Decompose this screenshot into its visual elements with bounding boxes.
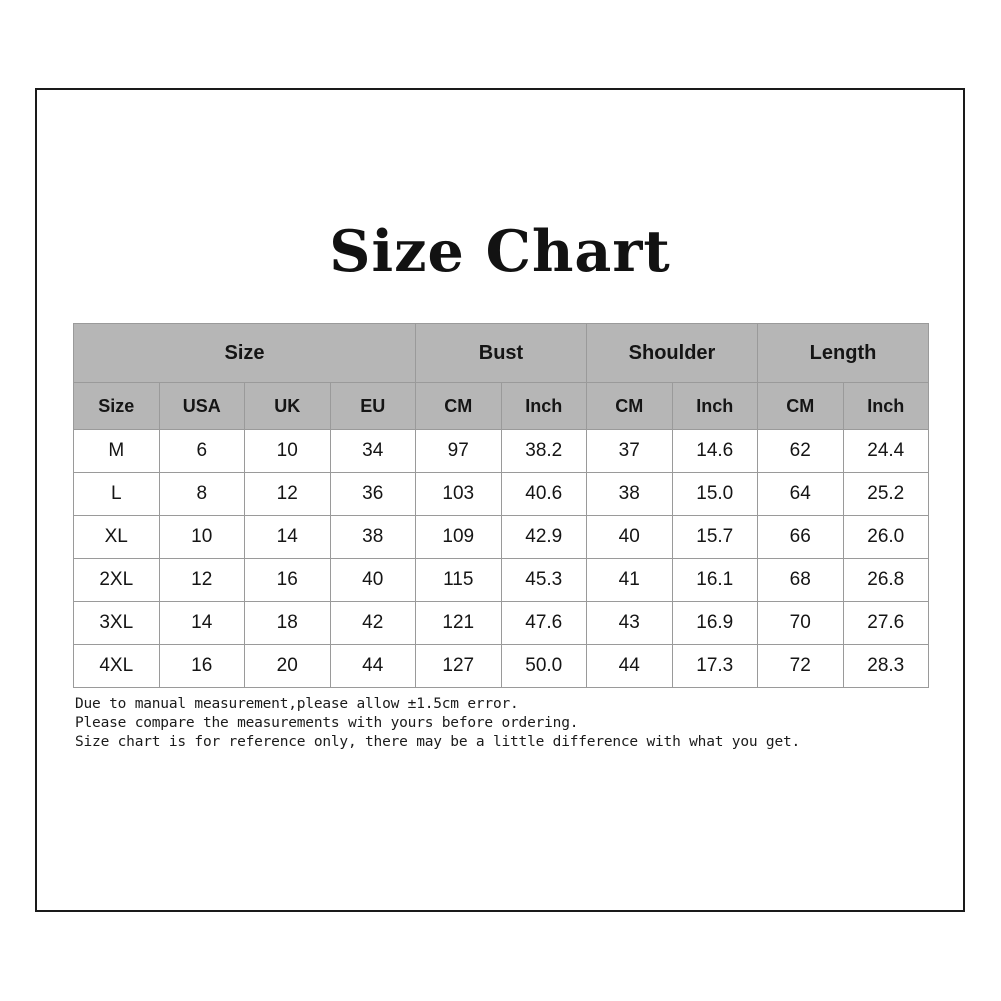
cell-bust-inch: 45.3 (501, 559, 587, 602)
cell-shoulder-inch: 14.6 (672, 430, 758, 473)
cell-size: 3XL (74, 602, 160, 645)
cell-eu: 34 (330, 430, 416, 473)
cell-size: XL (74, 516, 160, 559)
cell-uk: 18 (245, 602, 331, 645)
column-header-shoulder-inch: Inch (672, 383, 758, 430)
column-header-shoulder-cm: CM (587, 383, 673, 430)
cell-eu: 36 (330, 473, 416, 516)
cell-shoulder-cm: 41 (587, 559, 673, 602)
cell-length-cm: 62 (758, 430, 844, 473)
cell-shoulder-inch: 15.7 (672, 516, 758, 559)
note-line-3: Size chart is for reference only, there may be a little difference with what you get. (75, 734, 801, 750)
column-header-length-cm: CM (758, 383, 844, 430)
cell-length-cm: 70 (758, 602, 844, 645)
cell-uk: 20 (245, 645, 331, 688)
table-row (74, 430, 929, 473)
cell-length-inch: 26.0 (843, 516, 929, 559)
page-title: Size Chart (329, 218, 671, 285)
cell-bust-cm: 121 (416, 602, 502, 645)
group-header-shoulder: Shoulder (587, 324, 758, 383)
cell-uk: 16 (245, 559, 331, 602)
table-row (74, 473, 929, 516)
column-header-bust-inch: Inch (501, 383, 587, 430)
cell-shoulder-inch: 15.0 (672, 473, 758, 516)
cell-shoulder-cm: 43 (587, 602, 673, 645)
cell-length-cm: 66 (758, 516, 844, 559)
cell-bust-inch: 40.6 (501, 473, 587, 516)
table-row (74, 516, 929, 559)
cell-eu: 42 (330, 602, 416, 645)
cell-usa: 16 (159, 645, 245, 688)
cell-length-cm: 72 (758, 645, 844, 688)
table-row (74, 602, 929, 645)
cell-bust-cm: 97 (416, 430, 502, 473)
cell-uk: 10 (245, 430, 331, 473)
cell-shoulder-cm: 40 (587, 516, 673, 559)
cell-usa: 10 (159, 516, 245, 559)
size-chart-card (35, 88, 965, 912)
cell-bust-inch: 38.2 (501, 430, 587, 473)
measurement-notes (75, 695, 935, 752)
cell-bust-inch: 50.0 (501, 645, 587, 688)
cell-size: 4XL (74, 645, 160, 688)
cell-length-cm: 68 (758, 559, 844, 602)
cell-eu: 40 (330, 559, 416, 602)
table-body (74, 430, 929, 688)
cell-bust-inch: 47.6 (501, 602, 587, 645)
group-header-size: Size (74, 324, 416, 383)
cell-length-inch: 28.3 (843, 645, 929, 688)
cell-shoulder-inch: 17.3 (672, 645, 758, 688)
cell-length-cm: 64 (758, 473, 844, 516)
table-row (74, 645, 929, 688)
cell-shoulder-inch: 16.9 (672, 602, 758, 645)
group-header-bust: Bust (416, 324, 587, 383)
cell-uk: 12 (245, 473, 331, 516)
cell-bust-cm: 115 (416, 559, 502, 602)
table-row (74, 559, 929, 602)
table-group-header-row (74, 324, 929, 383)
cell-length-inch: 24.4 (843, 430, 929, 473)
cell-usa: 12 (159, 559, 245, 602)
cell-shoulder-cm: 44 (587, 645, 673, 688)
cell-size: M (74, 430, 160, 473)
column-header-size: Size (74, 383, 160, 430)
cell-usa: 8 (159, 473, 245, 516)
column-header-length-inch: Inch (843, 383, 929, 430)
note-line-2: Please compare the measurements with yours before ordering. (75, 715, 579, 731)
column-header-uk: UK (245, 383, 331, 430)
cell-bust-cm: 103 (416, 473, 502, 516)
column-header-eu: EU (330, 383, 416, 430)
cell-size: L (74, 473, 160, 516)
cell-bust-cm: 109 (416, 516, 502, 559)
size-chart-table (73, 323, 929, 688)
table-head (74, 324, 929, 430)
cell-shoulder-cm: 38 (587, 473, 673, 516)
column-header-usa: USA (159, 383, 245, 430)
cell-usa: 14 (159, 602, 245, 645)
cell-usa: 6 (159, 430, 245, 473)
cell-shoulder-inch: 16.1 (672, 559, 758, 602)
column-header-bust-cm: CM (416, 383, 502, 430)
cell-bust-inch: 42.9 (501, 516, 587, 559)
cell-length-inch: 25.2 (843, 473, 929, 516)
cell-eu: 38 (330, 516, 416, 559)
group-header-length: Length (758, 324, 929, 383)
cell-uk: 14 (245, 516, 331, 559)
note-line-1: Due to manual measurement,please allow ±1.5cm error. (75, 696, 519, 712)
cell-length-inch: 26.8 (843, 559, 929, 602)
cell-eu: 44 (330, 645, 416, 688)
cell-bust-cm: 127 (416, 645, 502, 688)
cell-size: 2XL (74, 559, 160, 602)
cell-length-inch: 27.6 (843, 602, 929, 645)
table-column-header-row (74, 383, 929, 430)
cell-shoulder-cm: 37 (587, 430, 673, 473)
